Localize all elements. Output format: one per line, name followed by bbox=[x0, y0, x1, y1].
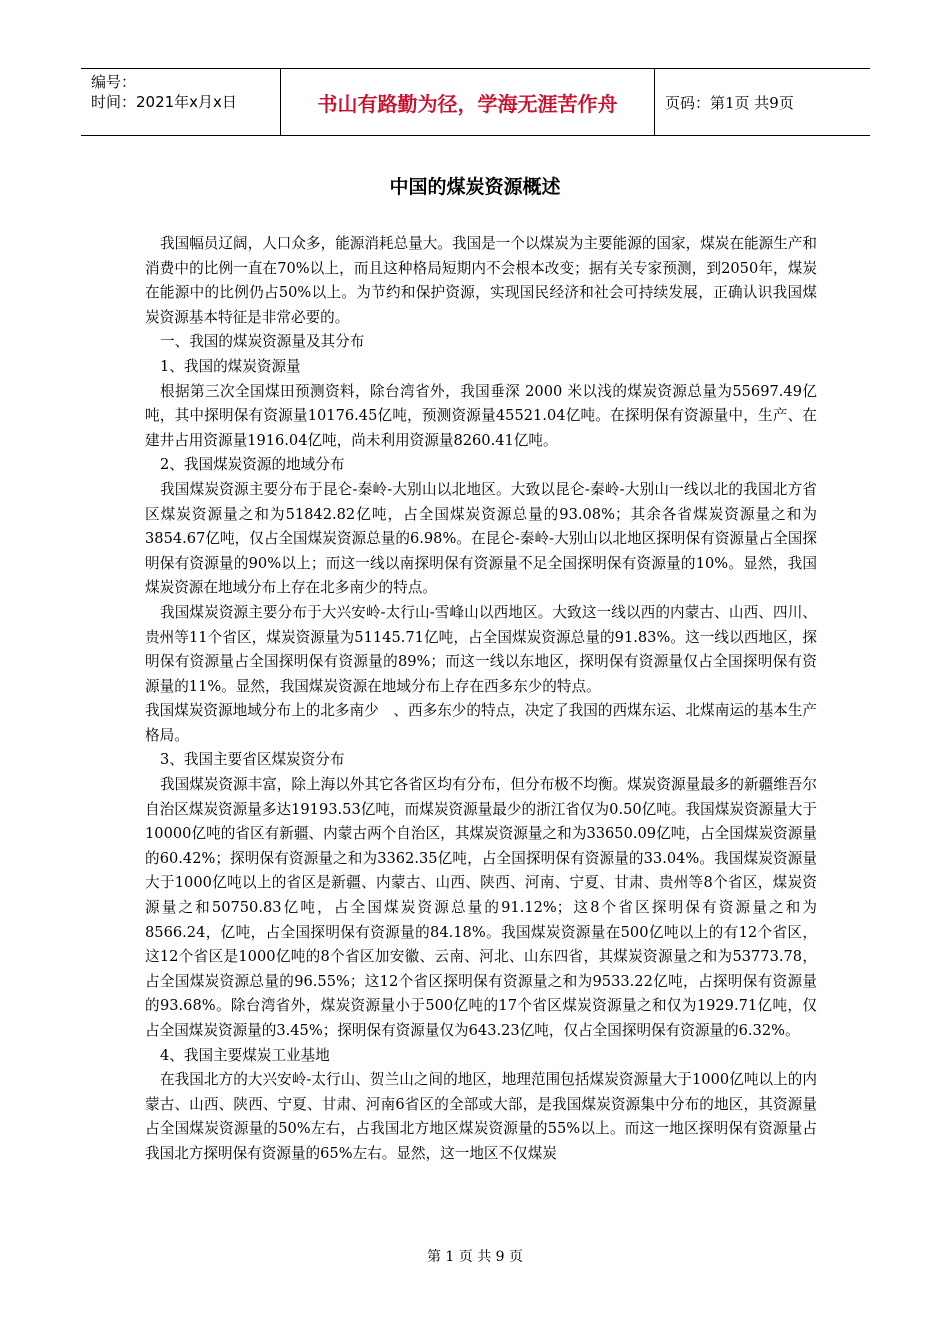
document-body bbox=[145, 232, 817, 1167]
subsection-heading-1-2: 2、我国煤炭资源的地域分布 bbox=[160, 456, 345, 474]
header-table bbox=[81, 68, 870, 136]
header-motto: 书山有路勤为径，学海无涯苦作舟 bbox=[281, 69, 655, 135]
paragraph-industrial-bases: 在我国北方的大兴安岭-太行山、贺兰山之间的地区，地理范围包括煤炭资源量大于1000亿吨以上的内蒙古、山西、陕西、宁夏、甘肃、河南6省区的全部或大部，是我国煤炭资源集中分布的地区，其资源量占全国煤炭资源量的50%左右，占我国北方地区煤炭资源量的55%以上。而这一地区探明保有资源量占我国北方探明保有资源量的65%左右。显然，这一地区不仅煤炭 bbox=[145, 1071, 817, 1162]
paragraph-resource-total: 根据第三次全国煤田预测资料，除台湾省外，我国垂深 2000 米以浅的煤炭资源总量为55697.49亿吨，其中探明保有资源量10176.45亿吨，预测资源量45521.04亿吨。在探明保有资源量中，生产、在建井占用资源量1916.04亿吨，尚未利用资源量8260.41亿吨。 bbox=[145, 382, 817, 449]
subsection-heading-1-3: 3、我国主要省区煤炭资分布 bbox=[160, 751, 345, 769]
document-time-label: 时间：2021年x月x日 bbox=[91, 93, 237, 111]
paragraph-north-south: 我国煤炭资源主要分布于昆仑-秦岭-大别山以北地区。大致以昆仑-秦岭-大别山一线以北的我国北方省区煤炭资源量之和为51842.82亿吨，占全国煤炭资源总量的93.08%；其余各省煤炭资源量之和为3854.67亿吨，仅占全国煤炭资源总量的6.98%。在昆仑-秦岭-大别山以北地区探明保有资源量占全国探明保有资源量的90%以上；而这一线以南探明保有资源量不足全国探明保有资源量的10%。显然，我国煤炭资源在地域分布上存在北多南少的特点。 bbox=[145, 480, 817, 597]
section-heading-1: 一、我国的煤炭资源量及其分布 bbox=[160, 333, 365, 351]
header-meta-cell bbox=[81, 69, 281, 135]
paragraph-distribution-summary: 我国煤炭资源地域分布上的北多南少 、西多东少的特点，决定了我国的西煤东运、北煤南运的基本生产格局。 bbox=[145, 702, 817, 744]
header-page-info: 页码：第1页 共9页 bbox=[665, 93, 794, 112]
paragraph-west-east: 我国煤炭资源主要分布于大兴安岭-太行山-雪峰山以西地区。大致这一线以西的内蒙古、山西、四川、贵州等11个省区，煤炭资源量为51145.71亿吨，占全国煤炭资源总量的91.83%。这一线以西地区，探明保有资源量占全国探明保有资源量的89%；而这一线以东地区，探明保有资源量仅占全国探明保有资源量的11%。显然，我国煤炭资源在地域分布上存在西多东少的特点。 bbox=[145, 603, 817, 695]
subsection-heading-1-1: 1、我国的煤炭资源量 bbox=[160, 357, 301, 375]
document-title: 中国的煤炭资源概述 bbox=[389, 176, 561, 198]
subsection-heading-1-4: 4、我国主要煤炭工业基地 bbox=[160, 1046, 330, 1064]
document-number-label: 编号： bbox=[91, 73, 137, 91]
paragraph-intro: 我国幅员辽阔，人口众多，能源消耗总量大。我国是一个以煤炭为主要能源的国家，煤炭在能源生产和消费中的比例一直在70%以上，而且这种格局短期内不会根本改变；据有关专家预测，到2050年，煤炭在能源中的比例仍占50%以上。为节约和保护资源，实现国民经济和社会可持续发展，正确认识我国煤炭资源基本特征是非常必要的。 bbox=[145, 235, 817, 326]
page-footer: 第 1 页 共 9 页 bbox=[426, 1249, 524, 1265]
paragraph-provinces: 我国煤炭资源丰富，除上海以外其它各省区均有分布，但分布极不均衡。煤炭资源量最多的新疆维吾尔自治区煤炭资源量多达19193.53亿吨，而煤炭资源量最少的浙江省仅为0.50亿吨。我国煤炭资源量大于10000亿吨的省区有新疆、内蒙古两个自治区，其煤炭资源量之和为33650.09亿吨，占全国煤炭资源量的60.42%；探明保有资源量之和为3362.35亿吨，占全国探明保有资源量的33.04%。我国煤炭资源量大于1000亿吨以上的省区是新疆、内蒙古、山西、陕西、河南、宁夏、甘肃、贵州等8个省区，煤炭资源量之和50750.83亿吨，占全国煤炭资源总量的91.12%；这8个省区探明保有资源量之和为8566.24，亿吨，占全国探明保有资源量的84.18%。我国煤炭资源量在500亿吨以上的有12个省区，这12个省区是1000亿吨的8个省区加安徽、云南、河北、山东四省，其煤炭资源量之和为53773.78，占全国煤炭资源总量的96.55%；这12个省区探明保有资源量之和为9533.22亿吨，占探明保有资源量的93.68%。除台湾省外，煤炭资源量小于500亿吨的17个省区煤炭资源量之和仅为1929.71亿吨，仅占全国煤炭资源量的3.45%；探明保有资源量仅为643.23亿吨，仅占全国探明保有资源量的6.32%。 bbox=[145, 776, 817, 1039]
